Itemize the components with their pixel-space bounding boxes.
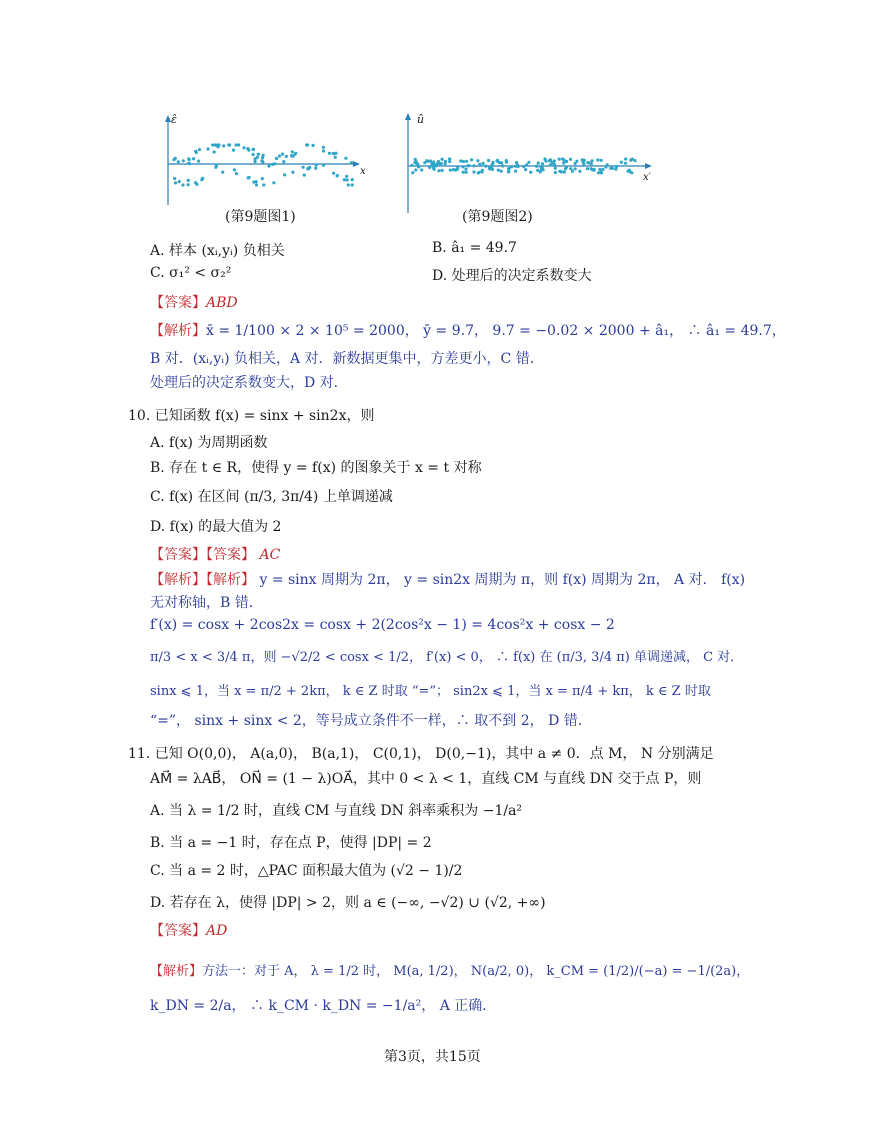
- scatter-point: [522, 165, 525, 168]
- scatter-point: [261, 177, 264, 180]
- q9-option-c: C. σ₁² < σ₂²: [150, 265, 232, 281]
- q10-analysis-line-4: π/3 < x < 3/4 π，则 −√2/2 < cosx < 1/2， f′(x) < 0， ∴ f(x) 在 (π/3, 3/4 π) 单调递减， C 对．: [150, 650, 744, 665]
- answer-value: AC: [259, 547, 281, 563]
- scatter-point: [490, 167, 493, 170]
- answer-value: ABD: [206, 295, 238, 311]
- scatter-point: [221, 171, 224, 174]
- scatter-point: [261, 156, 264, 159]
- scatter-point: [197, 160, 200, 163]
- scatter-point: [303, 174, 306, 177]
- scatter-point: [609, 167, 612, 170]
- analysis-text: x̄ = 1/100 × 2 × 10⁵ = 2000， ȳ = 9.7， 9.7 = −0.02 × 2000 + â₁， ∴ â₁ = 49.7，: [206, 323, 786, 339]
- q10-analysis-line-6: “=”， sinx + sinx < 2，等号成立条件不一样，∴ 取不到 2， D 错．: [150, 713, 592, 729]
- scatter-point: [554, 171, 557, 174]
- scatter-point: [541, 166, 544, 169]
- scatter-point: [487, 159, 490, 162]
- q9-answer: [150, 292, 238, 312]
- scatter-point: [272, 181, 275, 184]
- scatter-point: [291, 171, 294, 174]
- scatter-point: [497, 169, 500, 172]
- scatter-point: [216, 145, 219, 148]
- scatter-point: [278, 155, 281, 158]
- q11-analysis-line-2: k_DN = 2/a， ∴ k_CM · k_DN = −1/a²， A 正确．: [150, 998, 497, 1014]
- scatter-point: [414, 158, 417, 161]
- scatter-point: [347, 183, 350, 186]
- scatter-point: [213, 150, 216, 153]
- scatter-point: [308, 166, 311, 169]
- q9-analysis-line-2: B 对．(xᵢ,yᵢ) 负相关，A 对．新数据更集中，方差更小，C 错．: [150, 351, 544, 367]
- scatter-point: [322, 164, 325, 167]
- scatter-point: [285, 155, 288, 158]
- scatter-point: [433, 168, 436, 171]
- q10-stem: 10. 已知函数 f(x) = sinx + sin2x，则: [128, 408, 375, 424]
- scatter-point: [548, 159, 551, 162]
- scatter-point: [302, 166, 305, 169]
- answer-tag: 【答案】【答案】: [150, 547, 255, 563]
- scatter-point: [569, 158, 572, 161]
- scatter-point: [501, 164, 504, 167]
- scatter-point: [195, 151, 198, 154]
- scatter-point: [233, 168, 236, 171]
- q11-option-c: C. 当 a = 2 时，△PAC 面积最大值为 (√2 − 1)/2: [150, 863, 463, 879]
- scatter-point: [283, 173, 286, 176]
- scatter-point: [633, 159, 636, 162]
- analysis-tag: 【解析】【解析】: [150, 572, 255, 588]
- scatter-point: [247, 149, 250, 152]
- scatter-point: [574, 167, 577, 170]
- scatter-point: [257, 153, 260, 156]
- scatter-point: [173, 177, 176, 180]
- q10-option-a: A. f(x) 为周期函数: [150, 435, 268, 451]
- q9-analysis-line-1: [150, 320, 786, 340]
- q9-option-d: D. 处理后的决定系数变大: [432, 268, 592, 284]
- scatter-point: [235, 143, 238, 146]
- scatter-point: [563, 170, 566, 173]
- scatter-point: [345, 175, 348, 178]
- fig2-x-axis-label: x′: [643, 172, 651, 183]
- scatter-point: [630, 171, 633, 174]
- scatter-point: [525, 163, 528, 166]
- scatter-point: [252, 181, 255, 184]
- scatter-point: [322, 149, 325, 152]
- scatter-point: [461, 165, 464, 168]
- scatter-point: [198, 148, 201, 151]
- scatter-point: [294, 152, 297, 155]
- scatter-point: [441, 158, 444, 161]
- scatter-point: [472, 170, 475, 173]
- scatter-point: [172, 158, 175, 161]
- fig1-x-axis-label: x: [360, 166, 366, 177]
- scatter-point: [543, 157, 546, 160]
- scatter-point: [505, 159, 508, 162]
- scatter-point: [600, 171, 603, 174]
- scatter-point: [620, 161, 623, 164]
- q10-answer: [150, 544, 280, 564]
- scatter-point: [252, 153, 255, 156]
- scatter-point: [410, 164, 413, 167]
- scatter-point: [343, 178, 346, 181]
- scatter-point: [448, 160, 451, 163]
- scatter-point: [582, 162, 585, 165]
- answer-tag: 【答案】: [150, 923, 206, 939]
- scatter-point: [195, 183, 198, 186]
- scatter-point: [452, 168, 455, 171]
- scatter-point: [432, 160, 435, 163]
- q10-analysis-line-5: sinx ⩽ 1，当 x = π/2 + 2kπ， k ∈ Z 时取 “=”； sin2x ⩽ 1，当 x = π/4 + kπ， k ∈ Z 时取: [150, 684, 711, 699]
- q11-analysis-line-1: [150, 960, 749, 979]
- scatter-point: [281, 153, 284, 156]
- scatter-point: [456, 166, 459, 169]
- q11-option-b: B. 当 a = −1 时，存在点 P，使得 |DP| = 2: [150, 835, 432, 851]
- q9-analysis-line-3: 处理后的决定系数变大，D 对．: [150, 375, 348, 391]
- scatter-point: [181, 183, 184, 186]
- scatter-point: [222, 144, 225, 147]
- scatter-point: [414, 168, 417, 171]
- scatter-point: [524, 168, 527, 171]
- scatter-point: [275, 157, 278, 160]
- scatter-point: [228, 143, 231, 146]
- scatter-point: [500, 170, 503, 173]
- scatter-point: [182, 159, 185, 162]
- scatter-point: [437, 160, 440, 163]
- scatter-point: [571, 170, 574, 173]
- scatter-point: [536, 169, 539, 172]
- scatter-point: [174, 181, 177, 184]
- scatter-point: [314, 167, 317, 170]
- scatter-point: [449, 169, 452, 172]
- scatter-point: [206, 147, 209, 150]
- scatter-point: [201, 177, 204, 180]
- scatter-point: [465, 171, 468, 174]
- scatter-point: [187, 179, 190, 182]
- q10-option-b: B. 存在 t ∈ R，使得 y = f(x) 的图象关于 x = t 对称: [150, 460, 482, 476]
- scatter-point: [351, 183, 354, 186]
- scatter-point: [600, 159, 603, 162]
- scatter-point: [598, 168, 601, 171]
- scatter-point: [334, 156, 337, 159]
- scatter-point: [465, 160, 468, 163]
- scatter-point: [553, 163, 556, 166]
- scatter-point: [332, 152, 335, 155]
- scatter-point: [437, 169, 440, 172]
- scatter-point: [541, 162, 544, 165]
- scatter-point: [459, 159, 462, 162]
- scatter-point: [604, 165, 607, 168]
- scatter-point: [553, 159, 556, 162]
- scatter-point: [558, 158, 561, 161]
- scatter-point: [624, 162, 627, 165]
- scatter-point: [350, 161, 353, 164]
- scatter-point: [282, 160, 285, 163]
- residual-plot-1: [160, 115, 370, 210]
- scatter-point: [242, 146, 245, 149]
- scatter-point: [211, 143, 214, 146]
- scatter-point: [351, 178, 354, 181]
- scatter-point: [535, 165, 538, 168]
- scatter-point: [192, 157, 195, 160]
- scatter-point: [596, 158, 599, 161]
- scatter-point: [507, 170, 510, 173]
- analysis-text: y = sinx 周期为 2π， y = sin2x 周期为 π，则 f(x) 周期为 2π， A 对． f(x): [259, 572, 746, 588]
- scatter-point: [470, 158, 473, 161]
- scatter-point: [587, 161, 590, 164]
- scatter-point: [558, 170, 561, 173]
- scatter-point: [315, 163, 318, 166]
- q9-option-b: B. â₁ = 49.7: [432, 240, 517, 256]
- scatter-point: [291, 155, 294, 158]
- scatter-point: [496, 160, 499, 163]
- analysis-text: 方法一：对于 A， λ = 1/2 时， M(a, 1/2)， N(a/2, 0)， k_CM = (1/2)/(−a) = −1/(2a)，: [202, 964, 750, 979]
- scatter-point: [416, 162, 419, 165]
- scatter-point: [256, 156, 259, 159]
- scatter-point: [411, 171, 414, 174]
- scatter-point: [214, 166, 217, 169]
- scatter-point: [441, 169, 444, 172]
- scatter-point: [575, 160, 578, 163]
- fig2-y-axis-label: û: [417, 113, 425, 126]
- scatter-point: [601, 168, 604, 171]
- scatter-point: [344, 157, 347, 160]
- scatter-point: [188, 158, 191, 161]
- scatter-point: [586, 167, 589, 170]
- scatter-point: [514, 170, 517, 173]
- scatter-point: [500, 161, 503, 164]
- scatter-point: [262, 183, 265, 186]
- scatter-point: [466, 164, 469, 167]
- scatter-point: [482, 162, 485, 165]
- q11-option-d: D. 若存在 λ，使得 |DP| > 2，则 a ∈ (−∞, −√2) ∪ (√2, +∞): [150, 895, 546, 911]
- scatter-point: [462, 160, 465, 163]
- scatter-point: [187, 183, 190, 186]
- scatter-point: [614, 168, 617, 171]
- q10-analysis-line-3: f′(x) = cosx + 2cos2x = cosx + 2(2cos²x − 1) = 4cos²x + cosx − 2: [150, 617, 615, 633]
- q10-analysis-line-2: 无对称轴，B 错．: [150, 595, 263, 611]
- fig2-caption: (第9题图2): [462, 209, 533, 225]
- scatter-point: [484, 165, 487, 168]
- scatter-point: [590, 167, 593, 170]
- scatter-point: [529, 171, 532, 174]
- answer-tag: 【答案】: [150, 295, 206, 311]
- scatter-point: [578, 170, 581, 173]
- answer-value: AD: [206, 923, 228, 939]
- scatter-point: [235, 172, 238, 175]
- page-footer: 第3页，共15页: [384, 1049, 481, 1065]
- scatter-point: [462, 171, 465, 174]
- scatter-point: [590, 159, 593, 162]
- scatter-point: [444, 160, 447, 163]
- scatter-point: [177, 160, 180, 163]
- scatter-point: [255, 183, 258, 186]
- scatter-point: [260, 159, 263, 162]
- scatter-point: [565, 166, 568, 169]
- scatter-point: [252, 148, 255, 151]
- scatter-point: [346, 178, 349, 181]
- q10-option-c: C. f(x) 在区间 (π/3, 3π/4) 上单调递减: [150, 489, 393, 505]
- scatter-point: [507, 167, 510, 170]
- scatter-point: [306, 143, 309, 146]
- scatter-point: [561, 157, 564, 160]
- scatter-point: [491, 163, 494, 166]
- fig1-y-axis-label: ε̂: [171, 113, 177, 126]
- scatter-point: [464, 168, 467, 171]
- fig1-caption: (第9题图1): [225, 209, 296, 225]
- scatter-point: [477, 171, 480, 174]
- scatter-point: [562, 162, 565, 165]
- scatter-point: [312, 144, 315, 147]
- scatter-point: [328, 152, 331, 155]
- residual-plot-2: [400, 113, 660, 218]
- scatter-point: [417, 165, 420, 168]
- q11-stem-line-2: AM⃗ = λAB⃗， ON⃗ = (1 − λ)OA⃗，其中 0 < λ < 1，直线 CM 与直线 DN 交于点 P，则: [150, 771, 702, 787]
- scatter-point: [476, 159, 479, 162]
- scatter-point: [425, 159, 428, 162]
- scatter-point: [472, 164, 475, 167]
- q11-option-a: A. 当 λ = 1/2 时，直线 CM 与直线 DN 斜率乘积为 −1/a²: [150, 803, 523, 819]
- scatter-point: [332, 172, 335, 175]
- scatter-point: [188, 162, 191, 165]
- scatter-point: [624, 157, 627, 160]
- scatter-point: [271, 163, 274, 166]
- scatter-point: [554, 167, 557, 170]
- scatter-point: [267, 165, 270, 168]
- scatter-point: [428, 166, 431, 169]
- scatter-point: [517, 165, 520, 168]
- q9-option-a: A. 样本 (xᵢ,yᵢ) 负相关: [150, 243, 285, 259]
- scatter-point: [478, 163, 481, 166]
- scatter-point: [481, 170, 484, 173]
- q10-analysis-line-1: [150, 569, 745, 589]
- analysis-tag: 【解析】: [150, 323, 206, 339]
- scatter-point: [615, 165, 618, 168]
- scatter-point: [510, 165, 513, 168]
- scatter-point: [629, 159, 632, 162]
- scatter-point: [336, 174, 339, 177]
- scatter-point: [537, 162, 540, 165]
- scatter-point: [420, 168, 423, 171]
- scatter-point: [527, 161, 530, 164]
- scatter-point: [291, 150, 294, 153]
- scatter-point: [322, 146, 325, 149]
- q11-stem-line-1: 11. 已知 O(0,0)， A(a,0)， B(a,1)， C(0,1)， D(0,−1)，其中 a ≠ 0．点 M， N 分别满足: [128, 746, 714, 762]
- scatter-point: [232, 149, 235, 152]
- q10-option-d: D. f(x) 的最大值为 2: [150, 519, 282, 535]
- q11-answer: [150, 920, 227, 940]
- analysis-tag: 【解析】: [150, 964, 203, 979]
- scatter-point: [178, 180, 181, 183]
- scatter-point: [248, 176, 251, 179]
